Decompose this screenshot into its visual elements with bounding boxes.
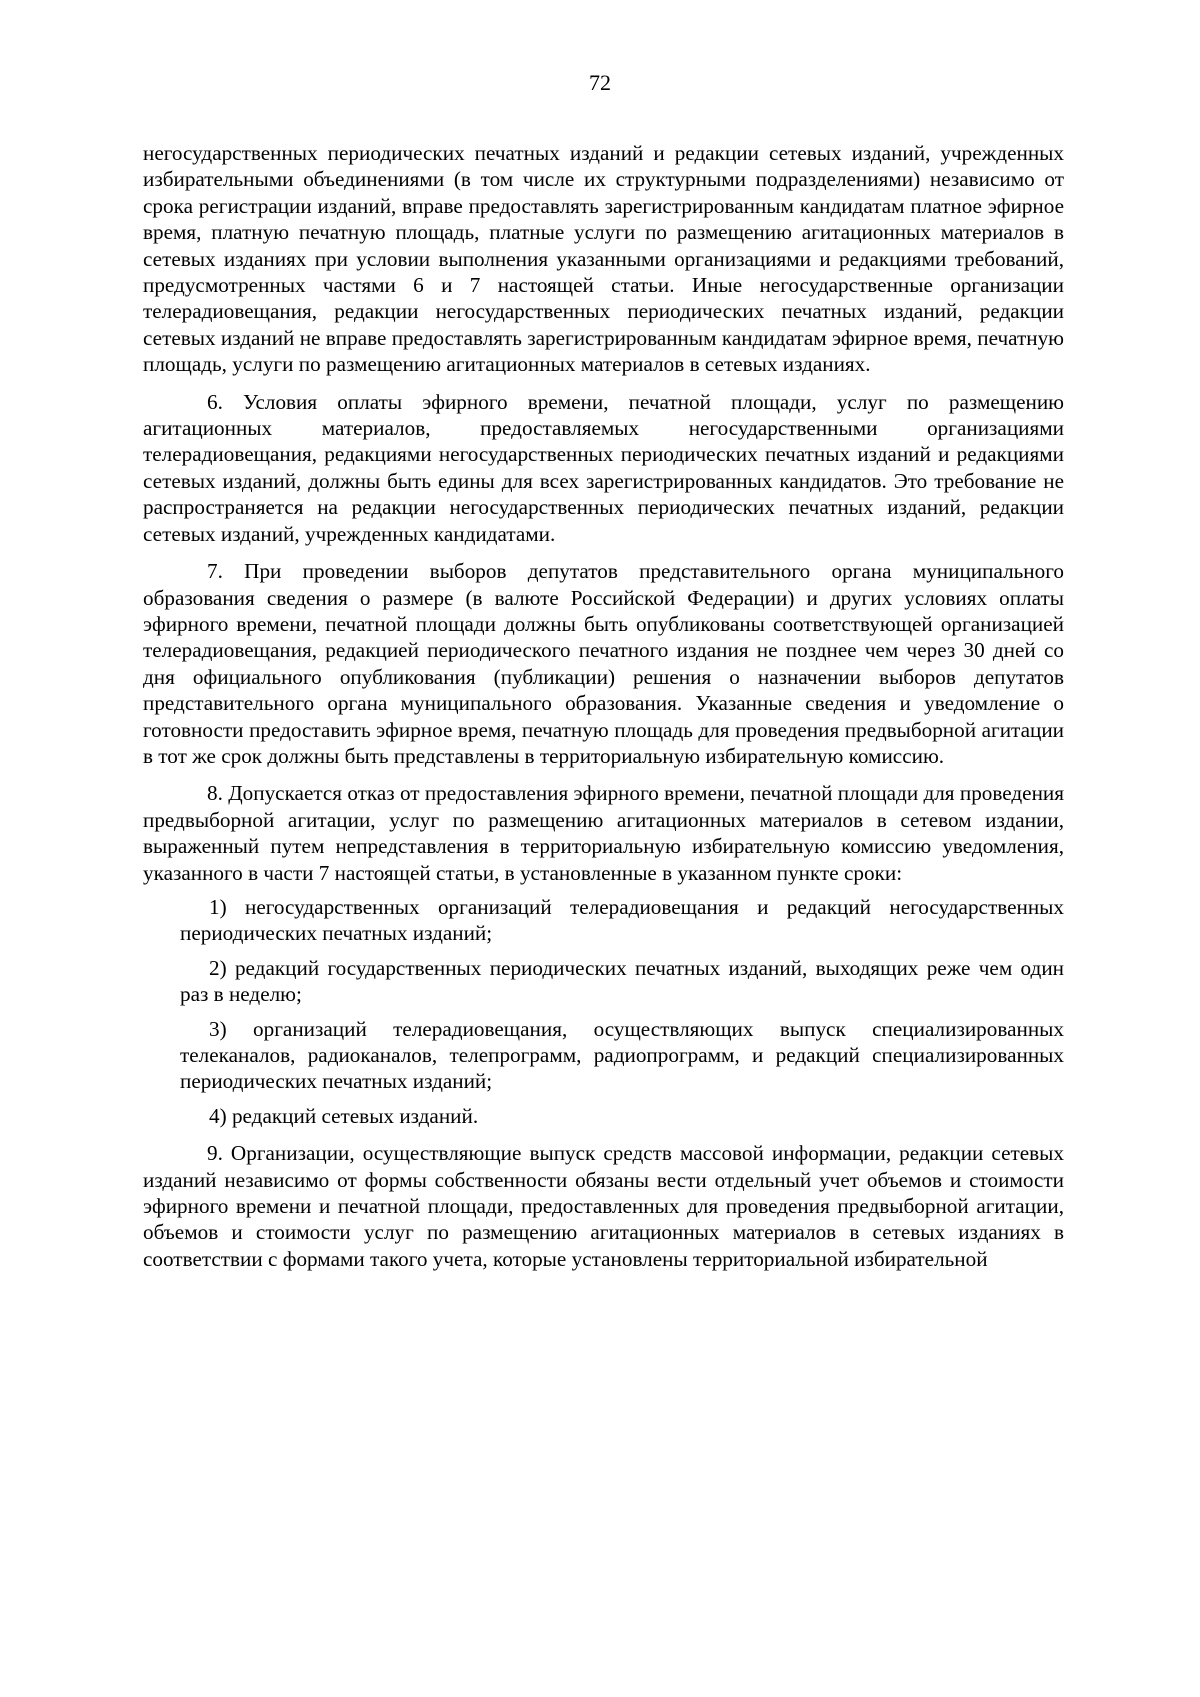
page-number: 72	[589, 70, 611, 95]
paragraph-7: 7. При проведении выборов депутатов представительного органа муниципального образования сведения о размере (в валюте Российской Федерации) и других условиях оплаты эфирного времени, печатной площади должны быть опубликованы соответствующей организацией телерадиовещания, редакцией периодического печатного издания не позднее чем через 30 дней со дня официального опубликования (публикации) решения о назначении выборов депутатов представительного органа муниципального образования. Указанные сведения и уведомление о готовности предоставить эфирное время, печатную площадь для проведения предвыборной агитации в тот же срок должны быть представлены в территориальную избирательную комиссию.	[143, 559, 1064, 768]
list-item-3: 3) организаций телерадиовещания, осуществляющих выпуск специализированных телеканалов, радиоканалов, телепрограмм, радиопрограмм, и редакций специализированных периодических печатных изданий;	[180, 1016, 1064, 1094]
document-body	[143, 140, 1064, 1272]
paragraph-9: 9. Организации, осуществляющие выпуск средств массовой информации, редакции сетевых изданий независимо от формы собственности обязаны вести отдельный учет объемов и стоимости эфирного времени и печатной площади, предоставленных для проведения предвыборной агитации, объемов и стоимости услуг по размещению агитационных материалов в сетевых изданиях в соответствии с формами такого учета, которые установлены территориальной избирательной	[143, 1141, 1064, 1271]
list-item-1: 1) негосударственных организаций телерадиовещания и редакций негосударственных периодических печатных изданий;	[180, 894, 1064, 946]
paragraph-continuation: негосударственных периодических печатных изданий и редакции сетевых изданий, учрежденных избирательными объединениями (в том числе их структурными подразделениями) независимо от срока регистрации изданий, вправе предоставлять зарегистрированным кандидатам платное эфирное время, платную печатную площадь, платные услуги по размещению агитационных материалов в сетевых изданиях при условии выполнения указанными организациями и редакциями требований, предусмотренных частями 6 и 7 настоящей статьи. Иные негосударственные организации телерадиовещания, редакции негосударственных периодических печатных изданий, редакции сетевых изданий не вправе предоставлять зарегистрированным кандидатам эфирное время, печатную площадь, услуги по размещению агитационных материалов в сетевых изданиях.	[143, 141, 1064, 377]
paragraph-6: 6. Условия оплаты эфирного времени, печатной площади, услуг по размещению агитационных материалов, предоставляемых негосударственными организациями телерадиовещания, редакциями негосударственных периодических печатных изданий и редакциями сетевых изданий, должны быть едины для всех зарегистрированных кандидатов. Это требование не распространяется на редакции негосударственных периодических печатных изданий, редакции сетевых изданий, учрежденных кандидатами.	[143, 389, 1064, 546]
list-item-4: 4) редакций сетевых изданий.	[209, 1103, 479, 1128]
list-item-2: 2) редакций государственных периодических печатных изданий, выходящих реже чем один раз в неделю;	[180, 955, 1064, 1007]
paragraph-8: 8. Допускается отказ от предоставления эфирного времени, печатной площади для проведения предвыборной агитации, услуг по размещению агитационных материалов в сетевом издании, выраженный путем непредставления в территориальную избирательную комиссию уведомления, указанного в части 7 настоящей статьи, в установленные в указанном пункте сроки:	[143, 781, 1064, 885]
